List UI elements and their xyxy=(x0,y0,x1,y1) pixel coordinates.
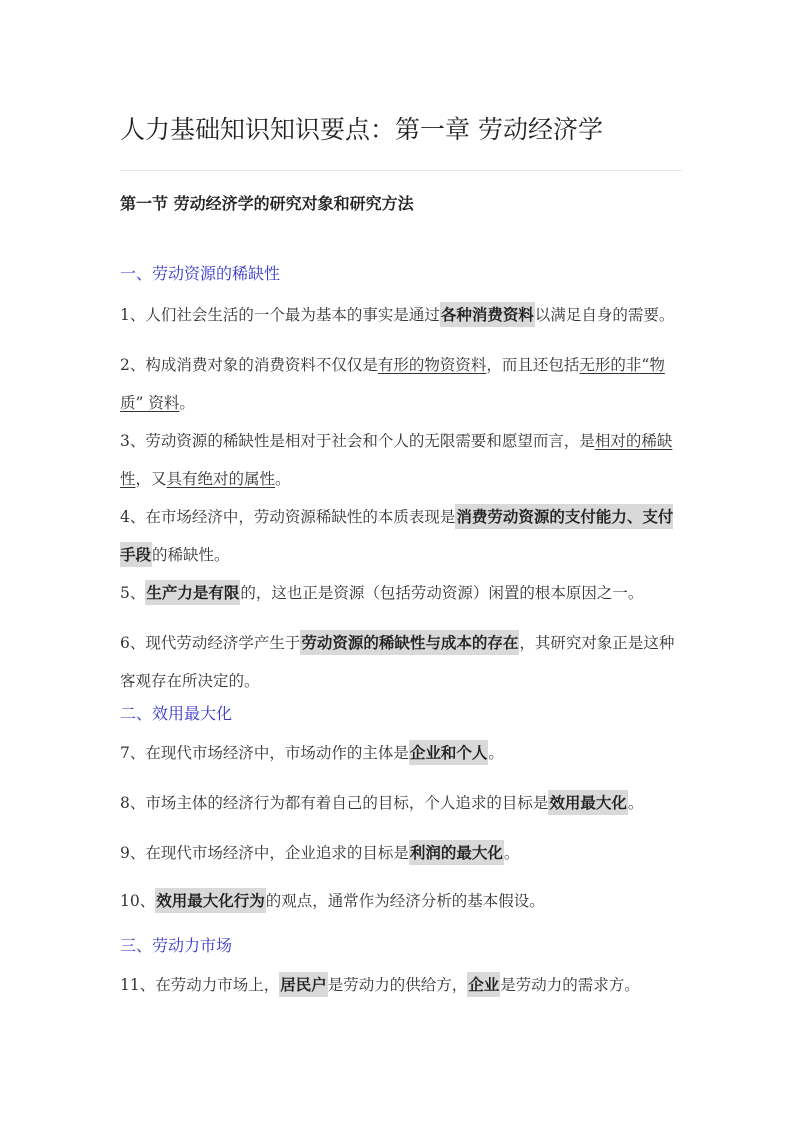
highlighted-term: 生产力是有限 xyxy=(145,580,240,605)
paragraph-text: 1、人们社会生活的一个最为基本的事实是通过 xyxy=(120,306,440,324)
paragraph-text: 8、市场主体的经济行为都有着自己的目标，个人追求的目标是 xyxy=(120,794,549,812)
paragraph-text: ，而且还包括 xyxy=(486,356,580,374)
highlighted-term: 企业和个人 xyxy=(409,740,489,765)
paragraph-text: 。 xyxy=(627,794,644,812)
paragraph-text: 4、在市场经济中，劳动资源稀缺性的本质表现是 xyxy=(120,508,456,526)
paragraph-text: 是劳动力的供给方， xyxy=(327,976,468,994)
heading-utility-maximization: 二、效用最大化 xyxy=(120,704,233,723)
title-divider xyxy=(120,170,682,171)
paragraph-text: 的，这也正是资源（包括劳动资源）闲置的根本原因之一。 xyxy=(240,584,644,602)
heading-scarcity: 一、劳动资源的稀缺性 xyxy=(120,264,281,283)
paragraph-text: 的稀缺性。 xyxy=(152,546,230,564)
paragraph-text: 11、在劳动力市场上， xyxy=(120,976,280,994)
document-title: 人力基础知识知识要点：第一章 劳动经济学 xyxy=(120,115,603,144)
highlighted-term: 居民户 xyxy=(279,972,328,997)
highlighted-term: 企业 xyxy=(467,972,500,997)
paragraph-text: 5、 xyxy=(120,584,146,602)
paragraph-10 xyxy=(120,882,682,920)
highlighted-term: 效用最大化 xyxy=(548,790,628,815)
heading-labor-market: 三、劳动力市场 xyxy=(120,936,233,955)
paragraph-text: 6、现代劳动经济学产生于 xyxy=(120,634,301,652)
highlighted-term: 各种消费资料 xyxy=(440,302,535,327)
paragraph-text: 2、构成消费对象的消费资料不仅仅是 xyxy=(120,356,378,374)
paragraph-text: ，其研究对象正是这种客观存在所决定的。 xyxy=(120,634,675,690)
paragraph-6 xyxy=(120,624,682,700)
section-title: 第一节 劳动经济学的研究对象和研究方法 xyxy=(120,194,414,213)
paragraph-text: 。 xyxy=(503,844,520,862)
paragraph-3 xyxy=(120,422,682,498)
paragraph-text: 10、 xyxy=(120,892,156,910)
paragraph-text: 。 xyxy=(488,744,504,762)
paragraph-9 xyxy=(120,834,682,872)
paragraph-text: 的观点，通常作为经济分析的基本假设。 xyxy=(265,892,545,910)
paragraph-text: 。 xyxy=(179,394,195,412)
underlined-term: 具有绝对的属性 xyxy=(166,470,276,488)
paragraph-8 xyxy=(120,784,682,822)
paragraph-text: 以满足自身的需要。 xyxy=(534,306,675,324)
paragraph-4 xyxy=(120,498,682,574)
paragraph-text: 7、在现代市场经济中，市场动作的主体是 xyxy=(120,744,409,762)
paragraph-1 xyxy=(120,296,682,334)
underlined-term: 无形的非“物质” 资料 xyxy=(120,356,665,412)
paragraph-7 xyxy=(120,734,682,772)
underlined-term: 相对的稀缺性 xyxy=(120,432,673,488)
paragraph-text: 3、劳动资源的稀缺性是相对于社会和个人的无限需要和愿望而言，是 xyxy=(120,432,595,450)
highlighted-term: 消费劳动资源的支付能力、支付手段 xyxy=(120,504,673,567)
paragraph-11 xyxy=(120,966,682,1004)
highlighted-term: 劳动资源的稀缺性与成本的存在 xyxy=(300,630,519,655)
highlighted-term: 利润的最大化 xyxy=(409,840,504,865)
paragraph-2 xyxy=(120,346,682,422)
paragraph-text: 是劳动力的需求方。 xyxy=(500,976,640,994)
paragraph-text: 。 xyxy=(275,470,291,488)
paragraph-text: 9、在现代市场经济中，企业追求的目标是 xyxy=(120,844,409,862)
underlined-term: 有形的物资资料 xyxy=(377,356,487,374)
highlighted-term: 效用最大化行为 xyxy=(155,888,266,913)
paragraph-text: ，又 xyxy=(135,470,167,488)
paragraph-5 xyxy=(120,574,682,612)
